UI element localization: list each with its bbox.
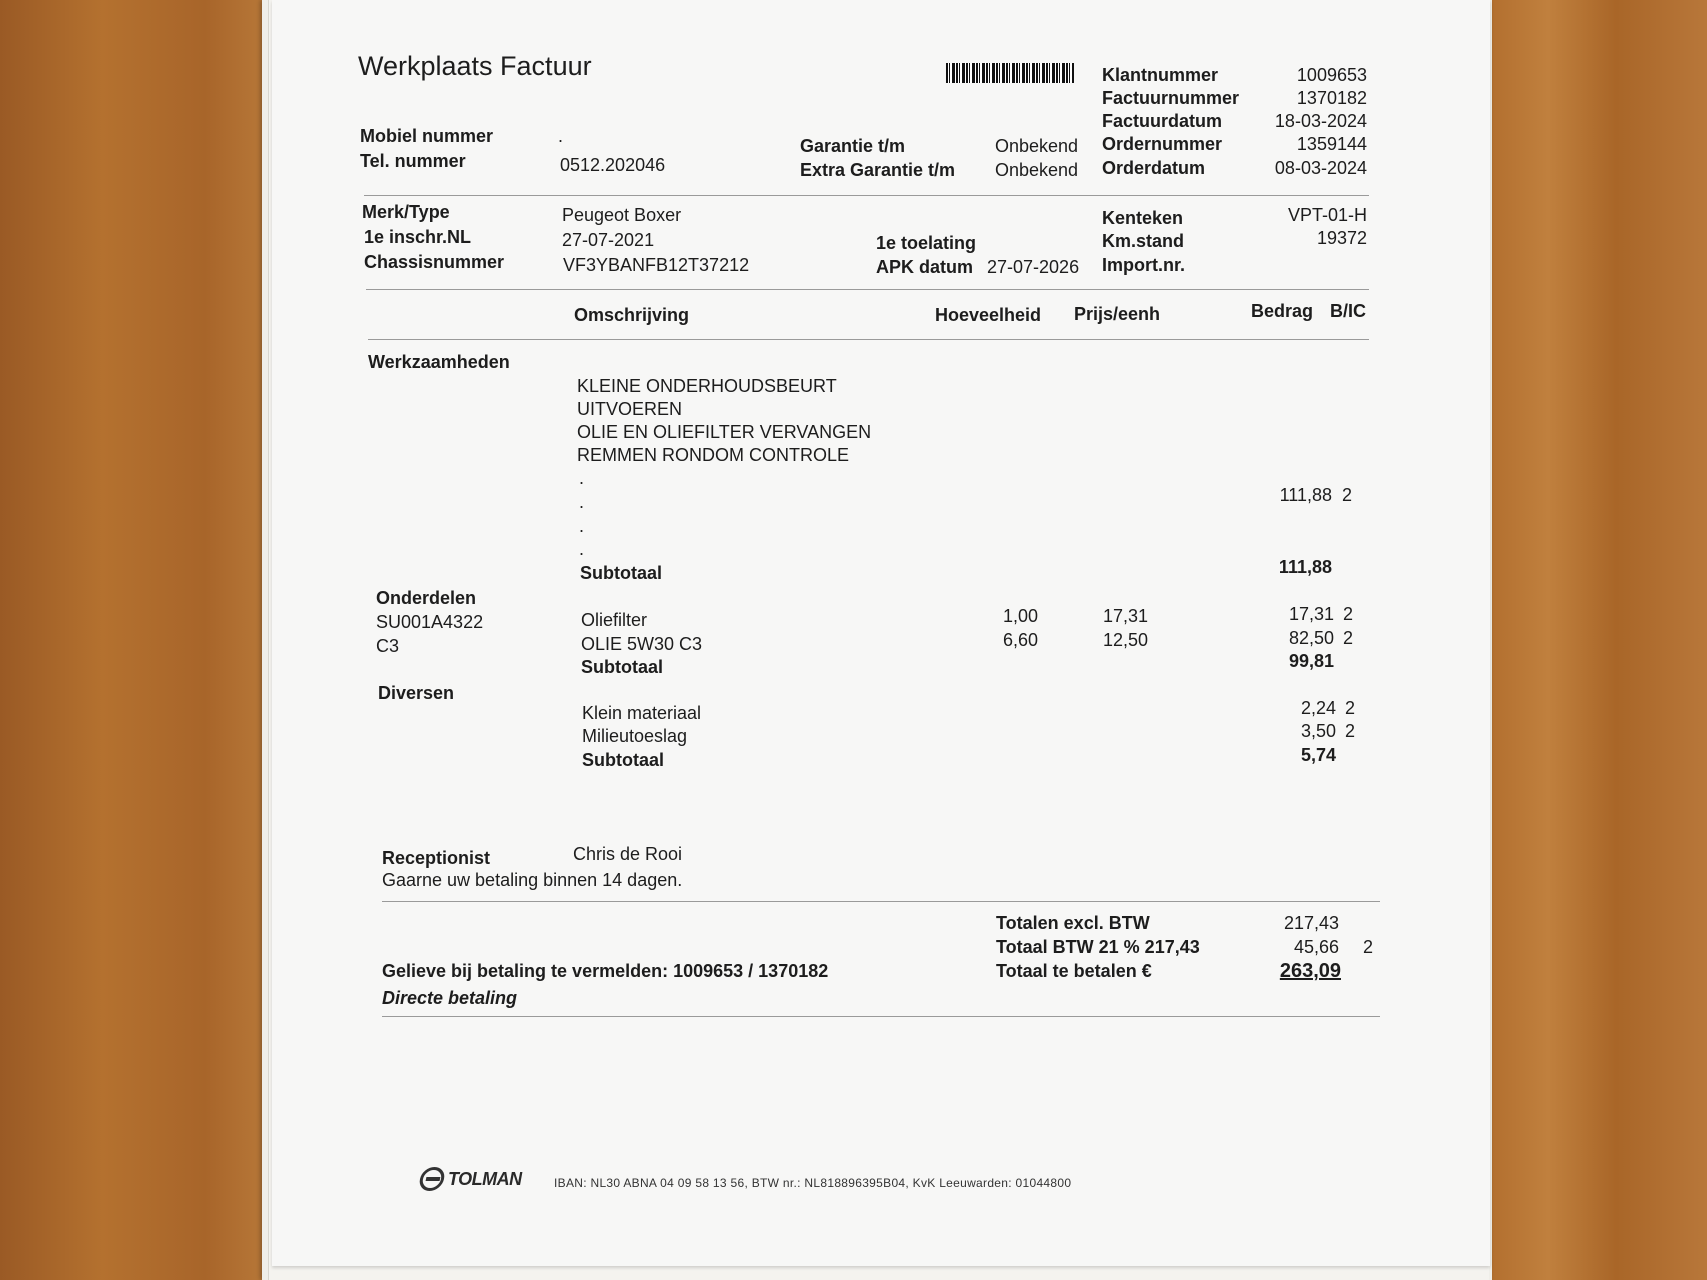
misc-amount: 3,50 [1300,721,1336,741]
garantie-value: Onbekend [995,136,1079,156]
divider [382,901,1380,902]
factuurnummer-value: 1370182 [1296,88,1367,108]
total-pay-label: Totaal te betalen € [996,961,1152,981]
werk-subtotal-label: Subtotaal [580,563,663,583]
receptionist-label: Receptionist [382,848,491,868]
ordernummer-label: Ordernummer [1102,134,1223,154]
part-desc: Oliefilter [581,610,648,630]
misc-desc: Milieutoeslag [582,726,688,746]
receptionist-name: Chris de Rooi [573,844,683,864]
logo-text: TOLMAN [448,1168,522,1189]
total-btw-value: 45,66 [1293,937,1339,957]
divider [366,289,1369,290]
wood-table-right [1480,0,1707,1280]
werk-line: UITVOEREN [577,399,683,419]
chassis-value: VF3YBANFB12T37212 [563,255,750,275]
invoice-title: Werkplaats Factuur [358,51,592,81]
part-code: SU001A4322 [376,612,484,632]
col-bedrag: Bedrag [1251,301,1314,321]
part-amount: 82,50 [1288,628,1334,648]
total-excl-label: Totalen excl. BTW [996,913,1150,933]
km-value: 19372 [1316,228,1367,248]
col-bic: B/IC [1330,301,1366,321]
payment-term-note: Gaarne uw betaling binnen 14 dagen. [382,870,683,890]
garantie-label: Garantie t/m [800,136,906,156]
part-qty: 1,00 [1002,606,1038,626]
kenteken-value: VPT-01-H [1287,205,1367,225]
misc-subtotal-label: Subtotaal [582,750,665,770]
bank-details: IBAN: NL30 ABNA 04 09 58 13 56, BTW nr.: NL818896395B04, KvK Leeuwarden: 01044800 [554,1176,1072,1190]
toelating-label: 1e toelating [876,233,977,253]
werk-line: REMMEN RONDOM CONTROLE [577,445,850,465]
werk-line: . [579,516,585,536]
payment-reference: Gelieve bij betaling te vermelden: 1009653 / 1370182 [382,961,829,981]
werk-bic: 2 [1342,485,1353,505]
klantnummer-label: Klantnummer [1102,65,1219,85]
mobiel-value: . [558,126,564,146]
werk-line: KLEINE ONDERHOUDSBEURT [577,376,837,396]
apk-label: APK datum [876,257,974,277]
werk-line: . [579,468,585,488]
km-label: Km.stand [1102,231,1185,251]
apk-value: 27-07-2026 [987,257,1080,277]
werk-line: . [579,492,585,512]
total-pay-value: 263,09 [1279,960,1341,982]
werk-subtotal: 111,88 [1278,557,1332,577]
werk-line: OLIE EN OLIEFILTER VERVANGEN [577,422,872,442]
barcode [946,63,1074,83]
parts-subtotal-label: Subtotaal [581,657,664,677]
misc-bic: 2 [1345,698,1356,718]
factuurdatum-label: Factuurdatum [1102,111,1223,131]
extra-garantie-value: Onbekend [995,160,1079,180]
part-price: 12,50 [1102,630,1148,650]
total-excl-value: 217,43 [1283,913,1339,933]
merk-label: Merk/Type [362,202,450,222]
tolman-logo-icon [417,1167,446,1191]
part-bic: 2 [1343,628,1354,648]
misc-subtotal: 5,74 [1300,745,1336,765]
inschr-label: 1e inschr.NL [364,227,472,247]
divider [382,1016,1380,1017]
diversen-label: Diversen [378,683,455,703]
part-bic: 2 [1343,604,1354,624]
misc-amount: 2,24 [1300,698,1336,718]
tel-label: Tel. nummer [360,151,466,171]
ordernummer-value: 1359144 [1296,134,1367,154]
misc-desc: Klein materiaal [582,703,702,723]
factuurnummer-label: Factuurnummer [1102,88,1240,108]
merk-value: Peugeot Boxer [562,205,682,225]
total-btw-label: Totaal BTW 21 % 217,43 [996,937,1200,957]
inschr-value: 27-07-2021 [562,230,655,250]
total-btw-bic: 2 [1363,937,1374,957]
import-label: Import.nr. [1102,255,1186,275]
werkzaamheden-label: Werkzaamheden [368,352,510,372]
klantnummer-value: 1009653 [1296,65,1367,85]
part-qty: 6,60 [1002,630,1038,650]
col-omschrijving: Omschrijving [574,305,690,325]
col-prijs: Prijs/eenh [1074,304,1161,324]
part-price: 17,31 [1102,606,1148,626]
orderdatum-label: Orderdatum [1102,158,1206,178]
werk-amount: 111,88 [1279,485,1332,505]
part-desc: OLIE 5W30 C3 [581,634,703,654]
col-hoeveelheid: Hoeveelheid [935,305,1042,325]
payment-method: Directe betaling [382,988,518,1008]
divider [368,339,1369,340]
parts-subtotal: 99,81 [1288,651,1334,671]
misc-bic: 2 [1345,721,1356,741]
tel-value: 0512.202046 [560,155,666,175]
invoice-page [272,0,1490,1266]
mobiel-label: Mobiel nummer [360,126,494,146]
factuurdatum-value: 18-03-2024 [1274,111,1367,131]
part-code: C3 [376,636,400,656]
werk-line: . [579,539,585,559]
company-logo [420,1167,522,1191]
part-amount: 17,31 [1288,604,1334,624]
chassis-label: Chassisnummer [364,252,505,272]
kenteken-label: Kenteken [1102,208,1184,228]
orderdatum-value: 08-03-2024 [1274,158,1367,178]
onderdelen-label: Onderdelen [376,588,477,608]
divider [364,195,1369,196]
extra-garantie-label: Extra Garantie t/m [800,160,956,180]
